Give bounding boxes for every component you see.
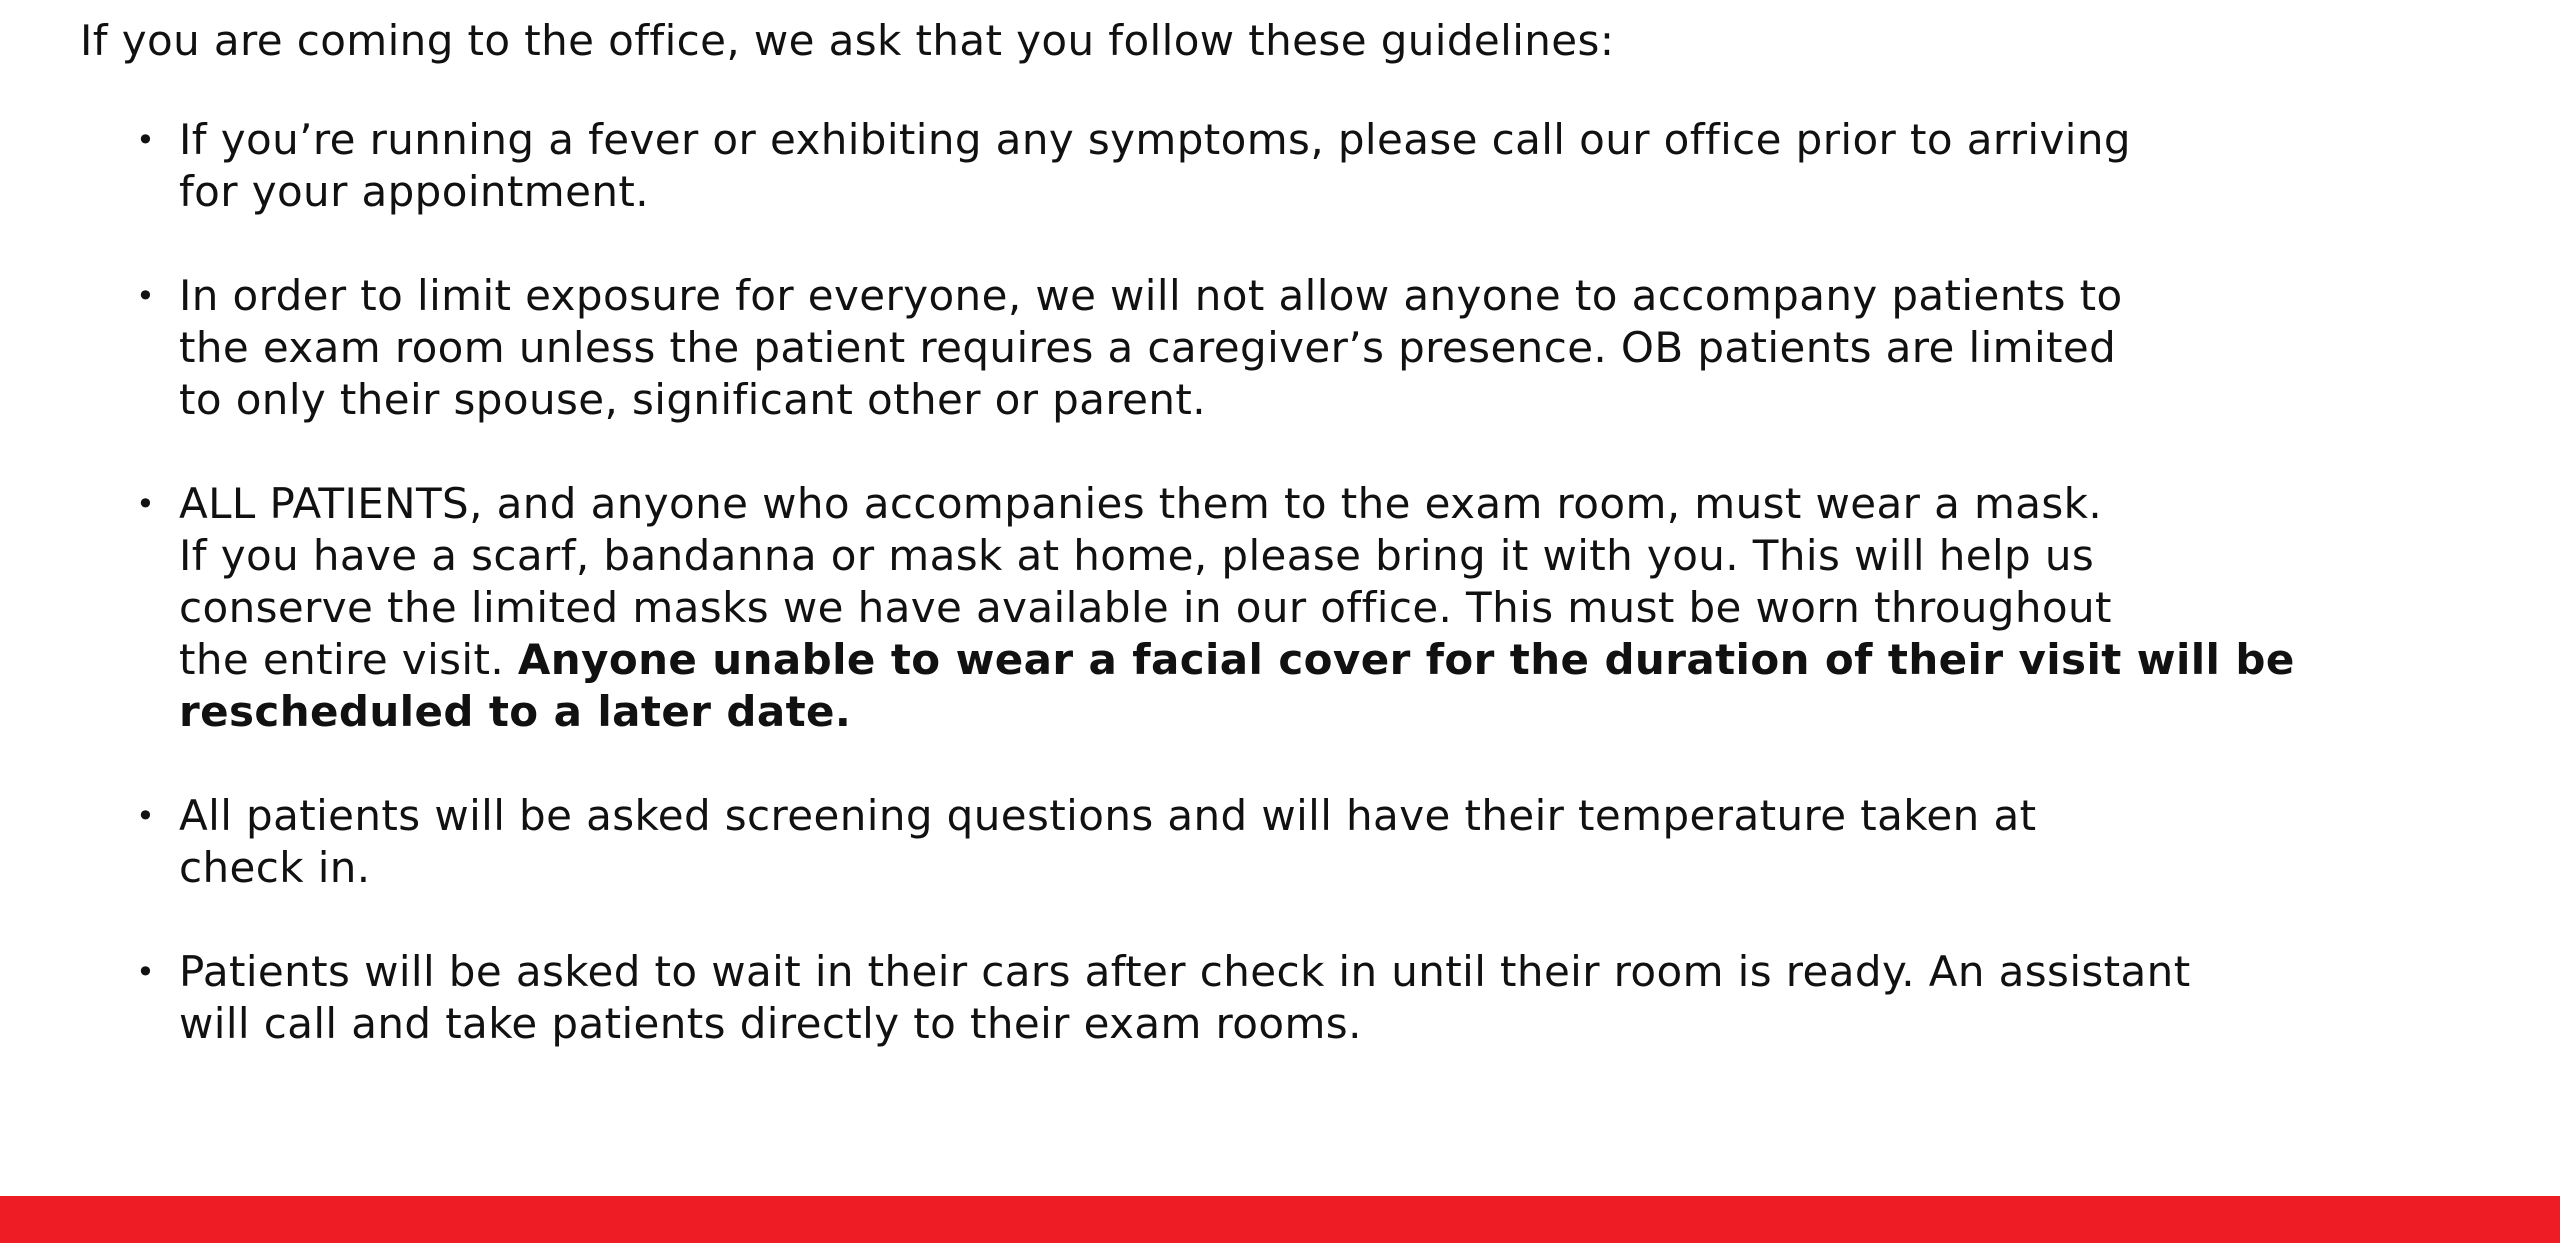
bullet-icon: • bbox=[136, 485, 156, 523]
guidelines-list bbox=[80, 114, 2440, 1050]
guideline-text: All patients will be asked screening questions and will have their temperature taken at check in. bbox=[179, 791, 2037, 892]
guideline-text: Patients will be asked to wait in their cars after check in until their room is ready. An assistant will call and take patients directly to their exam rooms. bbox=[179, 947, 2191, 1048]
red-accent-bar bbox=[0, 1196, 2560, 1243]
guideline-waiting bbox=[80, 946, 2419, 1050]
intro-text: If you are coming to the office, we ask that you follow these guidelines: bbox=[80, 16, 1615, 65]
guideline-bold-text: Anyone unable to wear a facial cover for the duration of their visit will be rescheduled to a later date. bbox=[179, 635, 2295, 736]
guideline-fever bbox=[80, 114, 2419, 218]
guideline-screening bbox=[80, 790, 2419, 894]
guideline-text: ALL PATIENTS, and anyone who accompanies them to the exam room, must wear a mask. If you have a scarf, bandanna or mask at home, please bring it with you. This will help us conserve the limited masks we have available in our office. This must be worn throughout the entire visit. bbox=[179, 479, 2112, 684]
guideline-text: In order to limit exposure for everyone, we will not allow anyone to accompany patients to the exam room unless the patient requires a caregiver’s presence. OB patients are limited to only their spouse, significant other or parent. bbox=[179, 271, 2123, 424]
guideline-text: If you’re running a fever or exhibiting any symptoms, please call our office prior to arriving for your appointment. bbox=[179, 115, 2131, 216]
bullet-icon: • bbox=[136, 121, 156, 159]
bullet-icon: • bbox=[136, 277, 156, 315]
guideline-mask bbox=[80, 478, 2419, 738]
bullet-icon: • bbox=[136, 797, 156, 835]
guideline-exposure bbox=[80, 270, 2419, 426]
guidelines-document bbox=[80, 10, 2440, 1102]
bullet-icon: • bbox=[136, 953, 156, 991]
